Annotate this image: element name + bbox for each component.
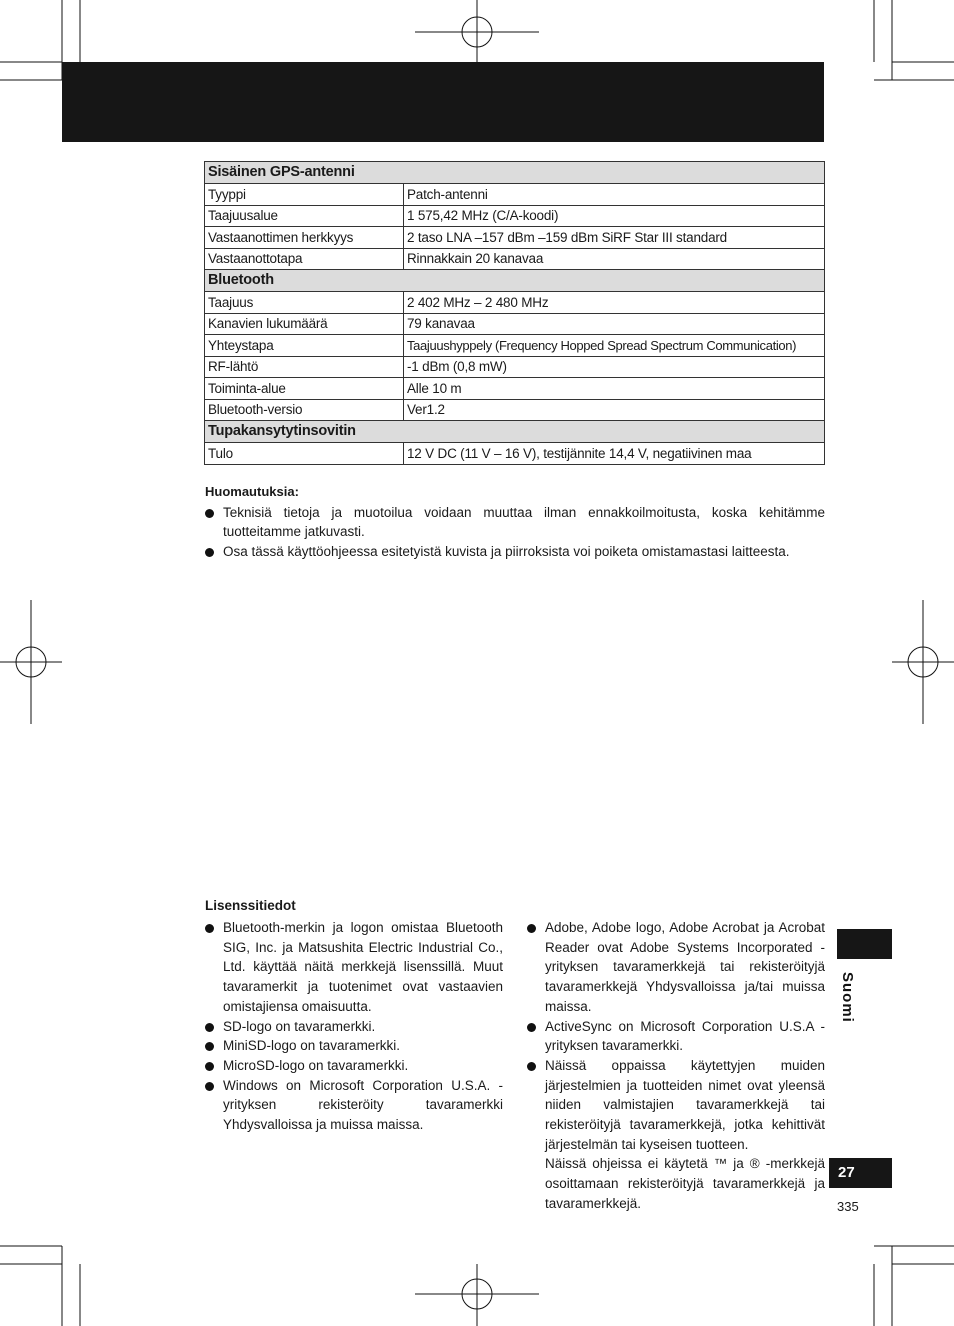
section-header-adapter: Tupakansytytinsovitin (205, 421, 825, 443)
page-tab: 27 (829, 1158, 892, 1188)
bullet-icon (527, 1023, 536, 1032)
table-row: Taajuus 2 402 MHz – 2 480 MHz (205, 292, 825, 314)
table-row: Yhteystapa Taajuushyppely (Frequency Hopped Spread Spectrum Communication) (205, 335, 825, 357)
section-header-gps: Sisäinen GPS-antenni (205, 162, 825, 184)
bullet-icon (205, 1082, 214, 1091)
language-tab-marker (837, 929, 892, 959)
table-row: Vastaanottotapa Rinnakkain 20 kanavaa (205, 248, 825, 270)
section-header-bluetooth: Bluetooth (205, 270, 825, 292)
table-row: Taajuusalue 1 575,42 MHz (C/A-koodi) (205, 205, 825, 227)
license-right-column (527, 918, 825, 1214)
license-left-column (205, 918, 503, 1135)
list-item: SD-logo on tavaramerkki. (205, 1017, 503, 1037)
list-item: ActiveSync on Microsoft Corporation U.S.A -yrityksen tavaramerkki. (527, 1017, 825, 1056)
language-tab-label: Suomi (839, 972, 856, 1023)
trademark-note: Näissä ohjeissa ei käytetä ™ ja ® -merkkejä osoittamaan rekisteröityjä tavaramerkkejä ja tavaramerkkejä. (545, 1156, 825, 1211)
bullet-icon (205, 924, 214, 933)
list-item: Teknisiä tietoja ja muotoilua voidaan muuttaa ilman ennakkoilmoitusta, koska kehitämme tuotteitamme jatkuvasti. (205, 503, 825, 542)
bullet-icon (527, 1062, 536, 1071)
table-row: Bluetooth-versio Ver1.2 (205, 399, 825, 421)
table-row: Kanavien lukumäärä 79 kanavaa (205, 313, 825, 335)
table-row: RF-lähtö -1 dBm (0,8 mW) (205, 356, 825, 378)
list-item: Näissä oppaissa käytettyjen muiden järjestelmien ja tuotteiden nimet ovat yleensä niiden valmistajien tavaramerkkejä tai rekisteröityjä tavaramerkkejä, jotka kehittivät järjestelmän tai kyseisen tuotteen. (527, 1056, 825, 1155)
license-title: Lisenssitiedot (205, 898, 296, 913)
bullet-icon (205, 1023, 214, 1032)
list-item: Bluetooth-merkin ja logon omistaa Bluetooth SIG, Inc. ja Matsushita Electric Industrial Co., Ltd. käyttää näitä merkkejä lisenssillä. Muut tavaramerkit ja tuotenimet ovat vastaavien omistajiensa omaisuutta. (205, 918, 503, 1017)
notes-section (205, 482, 825, 561)
table-row: Vastaanottimen herkkyys 2 taso LNA –157 dBm –159 dBm SiRF Star III standard (205, 227, 825, 249)
list-item: Windows on Microsoft Corporation U.S.A. -yrityksen rekisteröity tavaramerkki Yhdysvalloissa ja muissa maissa. (205, 1076, 503, 1135)
list-item: Adobe, Adobe logo, Adobe Acrobat ja Acrobat Reader ovat Adobe Systems Incorporated -yrityksen tavaramerkkejä tai rekisteröityjä tavaramerkkejä Yhdysvalloissa ja/tai muissa maissa. (527, 918, 825, 1017)
notes-title: Huomautuksia: (205, 484, 299, 499)
page-number: 335 (837, 1199, 859, 1214)
bullet-icon (205, 548, 214, 557)
table-row: Tulo 12 V DC (11 V – 16 V), testijännite 14,4 V, negatiivinen maa (205, 443, 825, 465)
bullet-icon (205, 1042, 214, 1051)
bullet-icon (205, 1062, 214, 1071)
list-item: MicroSD-logo on tavaramerkki. (205, 1056, 503, 1076)
header-bar (62, 62, 824, 142)
table-row: Toiminta-alue Alle 10 m (205, 378, 825, 400)
list-item: Osa tässä käyttöohjeessa esitetyistä kuvista ja piirroksista voi poiketa omistamastasi laitteesta. (205, 542, 825, 562)
list-item: MiniSD-logo on tavaramerkki. (205, 1036, 503, 1056)
table-row: Tyyppi Patch-antenni (205, 184, 825, 206)
specifications-table (204, 161, 825, 465)
bullet-icon (527, 924, 536, 933)
bullet-icon (205, 509, 214, 518)
